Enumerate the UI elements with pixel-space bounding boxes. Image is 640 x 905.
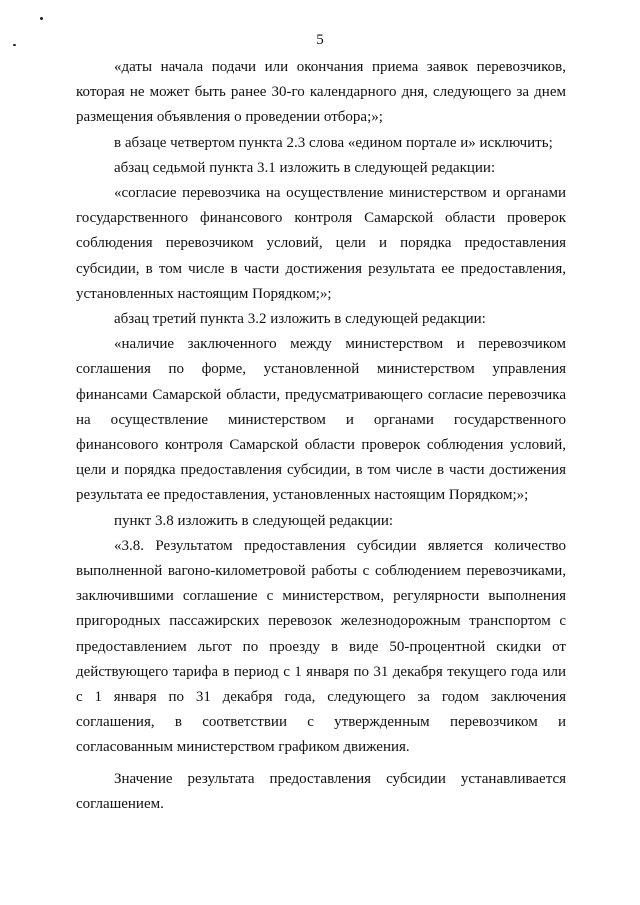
paragraph-clause-3-8-intro: пункт 3.8 изложить в следующей редакции: — [114, 512, 394, 529]
paragraph-clause-3-1-intro: абзац седьмой пункта 3.1 изложить в следующей редакции: — [114, 159, 496, 176]
paragraph-result-value: Значение результата предоставления субсидии устанавливается соглашением. — [76, 770, 566, 812]
paragraph-clause-3-2-intro: абзац третий пункта 3.2 изложить в следующей редакции: — [114, 311, 486, 328]
paragraph-clause-3-8-text: «3.8. Результатом предоставления субсидии является количество выполненной вагоно-километровой работы с соблюдением перевозчиками, заключившими соглашение с министерством, регулярности выполнения пригородных пассажирских перевозок железнодорожным транспортом с предоставлением льгот по проезду в виде 50-процентной скидки от действующего тарифа в период с 1 января по 31 декабря текущего года или с 1 января по 31 декабря года, следующего за годом заключения соглашения, в соответствии с утвержденным перевозчиком и согласованным министерством графиком движения. — [76, 537, 566, 756]
scan-speck — [40, 17, 43, 20]
page-number: 5 — [316, 32, 324, 48]
document-body — [76, 55, 566, 817]
paragraph-clause-3-2-text: «наличие заключенного между министерством и перевозчиком соглашения по форме, установленной министерством управления финансами Самарской области, предусматривающего согласие перевозчика на осуществление министерством и органами государственного финансового контроля Самарской области проверок соблюдения условий, цели и порядка предоставления субсидии, в том числе в части достижения результата ее предоставления, установленных настоящим Порядком;»; — [76, 336, 566, 504]
paragraph-clause-2-3: в абзаце четвертом пункта 2.3 слова «едином портале и» исключить; — [114, 134, 553, 151]
paragraph-application-dates: «даты начала подачи или окончания приема заявок перевозчиков, которая не может быть ранее 30-го календарного дня, следующего за днем размещения объявления о проведении отбора;»; — [76, 59, 566, 126]
paragraph-clause-3-1-text: «согласие перевозчика на осуществление министерством и органами государственного финансового контроля Самарской области проверок соблюдения перевозчиком условий, цели и порядка предоставления субсидии, в том числе в части достижения результата ее предоставления, установленных настоящим Порядком;»; — [76, 185, 566, 302]
